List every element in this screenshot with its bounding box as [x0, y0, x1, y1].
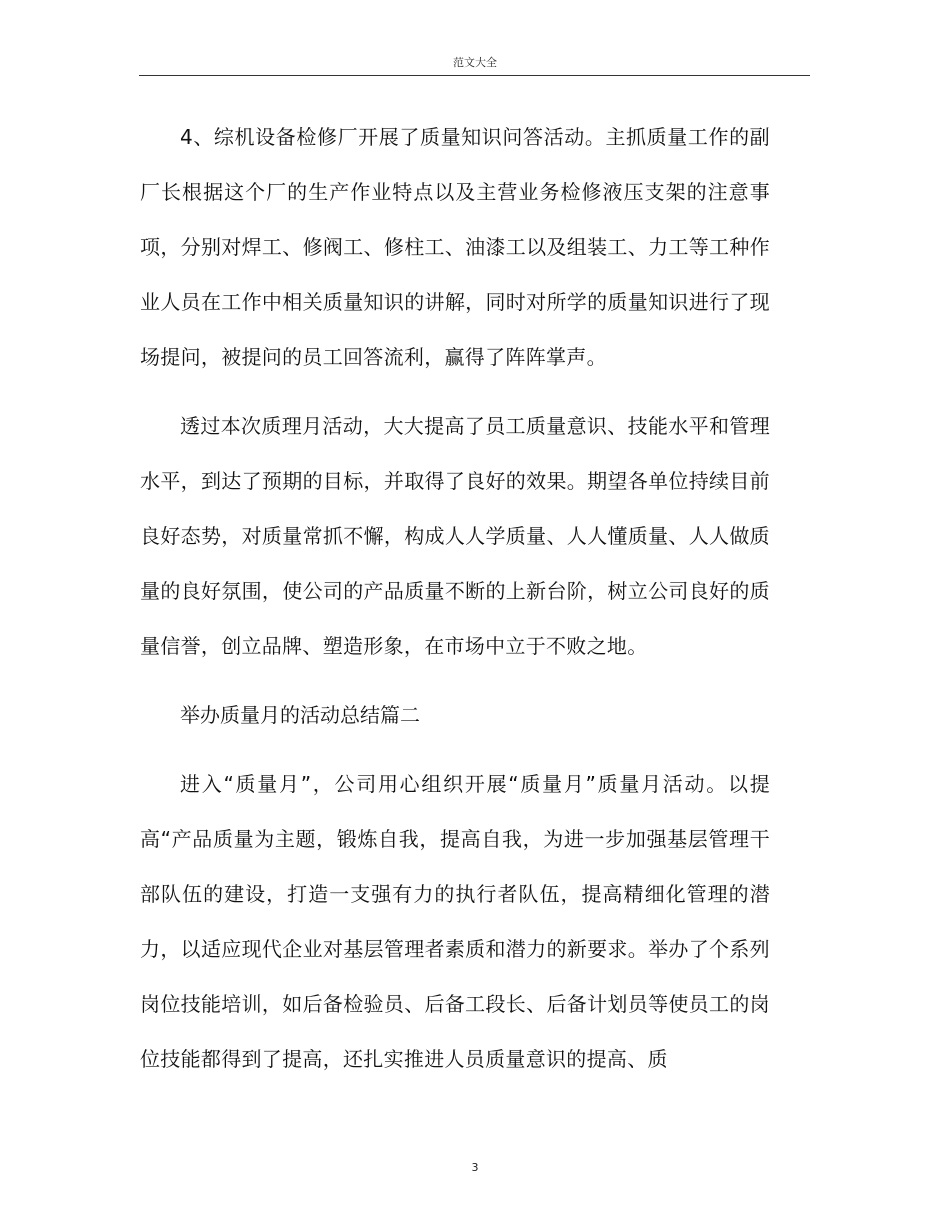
document-body — [140, 110, 770, 1087]
paragraph-3: 进入“质量月”，公司用心组织开展“质量月”质量月活动。以提高“产品质量为主题，锻炼自我，提高自我，为进一步加强基层管理干部队伍的建设，打造一支强有力的执行者队伍，提高精细化管理的潜力，以适应现代企业对基层管理者素质和潜力的新要求。举办了个系列岗位技能培训，如后备检验员、后备工段长、后备计划员等使员工的岗位技能都得到了提高，还扎实推进人员质量意识的提高、质 — [140, 772, 770, 1071]
header-title: 范文大全 — [453, 56, 497, 69]
page-number: 3 — [471, 1161, 479, 1174]
paragraph-1: 4、综机设备检修厂开展了质量知识问答活动。主抓质量工作的副厂长根据这个厂的生产作业特点以及主营业务检修液压支架的注意事项，分别对焊工、修阀工、修柱工、油漆工以及组装工、力工等工种作业人员在工作中相关质量知识的讲解，同时对所学的质量知识进行了现场提问，被提问的员工回答流利，赢得了阵阵掌声。 — [140, 125, 770, 369]
section-heading: 举办质量月的活动总结篇二 — [180, 703, 420, 727]
header-divider — [139, 75, 810, 76]
paragraph-2: 透过本次质理月活动，大大提高了员工质量意识、技能水平和管理水平，到达了预期的目标，并取得了良好的效果。期望各单位持续目前良好态势，对质量常抓不懈，构成人人学质量、人人懂质量、人人做质量的良好氛围，使公司的产品质量不断的上新台阶，树立公司良好的质量信誉，创立品牌、塑造形象，在市场中立于不败之地。 — [140, 414, 770, 658]
